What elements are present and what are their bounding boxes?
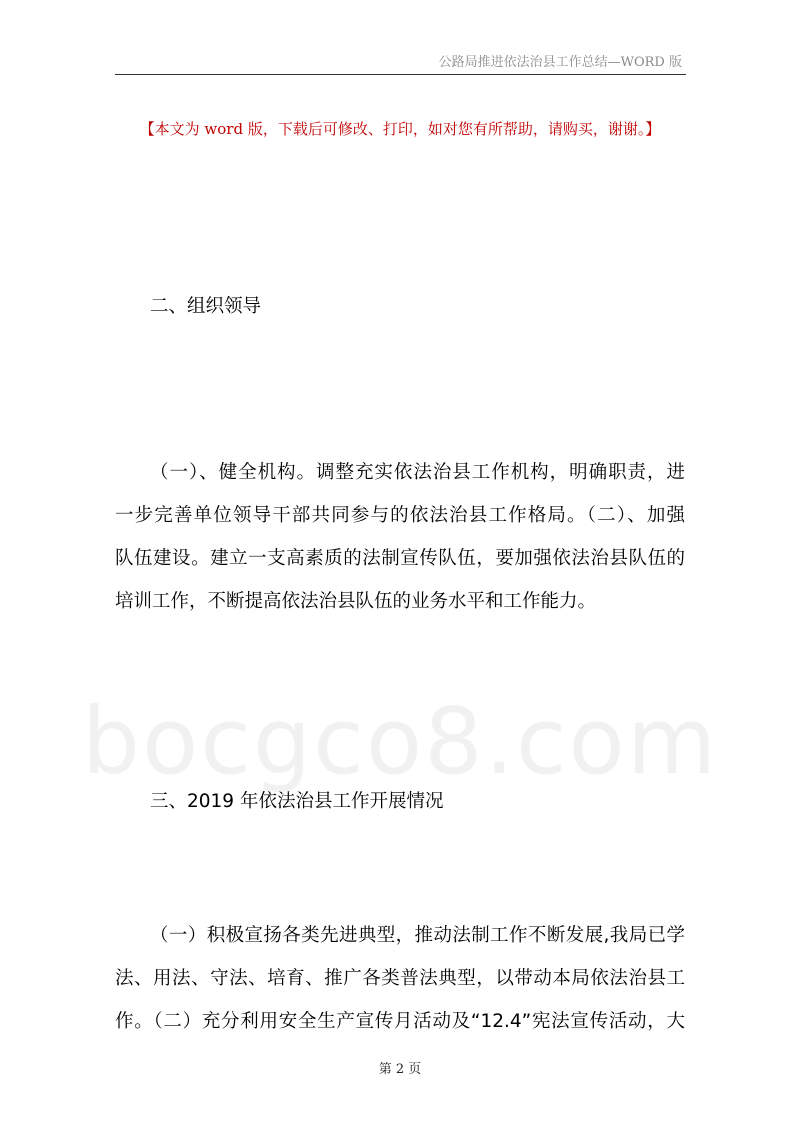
download-notice: 【本文为 word 版，下载后可修改、打印，如对您有所帮助，请购买，谢谢。】 <box>139 120 661 138</box>
paragraph-line: 队伍建设。建立一支高素质的法制宣传队伍，要加强依法治县队伍的 <box>115 548 685 569</box>
paragraph-line: （一）、健全机构。调整充实依法治县工作机构，明确职责，进 <box>150 462 685 483</box>
section-heading-organization: 二、组织领导 <box>150 296 262 317</box>
page-number: 第 2 页 <box>378 1062 422 1077</box>
paragraph-line: 培训工作，不断提高依法治县队伍的业务水平和工作能力。 <box>115 591 597 612</box>
paragraph-line: 作。（二）充分利用安全生产宣传月活动及“12.4”宪法宣传活动，大 <box>115 1011 685 1032</box>
header-divider <box>115 74 686 75</box>
running-header: 公路局推进依法治县工作总结—WORD 版 <box>438 55 682 70</box>
paragraph-line: （一）积极宣扬各类先进典型，推动法制工作不断发展,我局已学 <box>150 925 685 946</box>
paragraph-line: 一步完善单位领导干部共同参与的依法治县工作格局。（二）、加强 <box>115 505 685 526</box>
section-heading-progress: 三、2019 年依法治县工作开展情况 <box>150 791 444 812</box>
watermark: bocgco8.com <box>81 688 719 795</box>
paragraph-progress <box>115 914 685 1043</box>
paragraph-organization <box>115 451 685 623</box>
paragraph-line: 法、用法、守法、培育、推广各类普法典型，以带动本局依法治县工 <box>115 968 685 989</box>
